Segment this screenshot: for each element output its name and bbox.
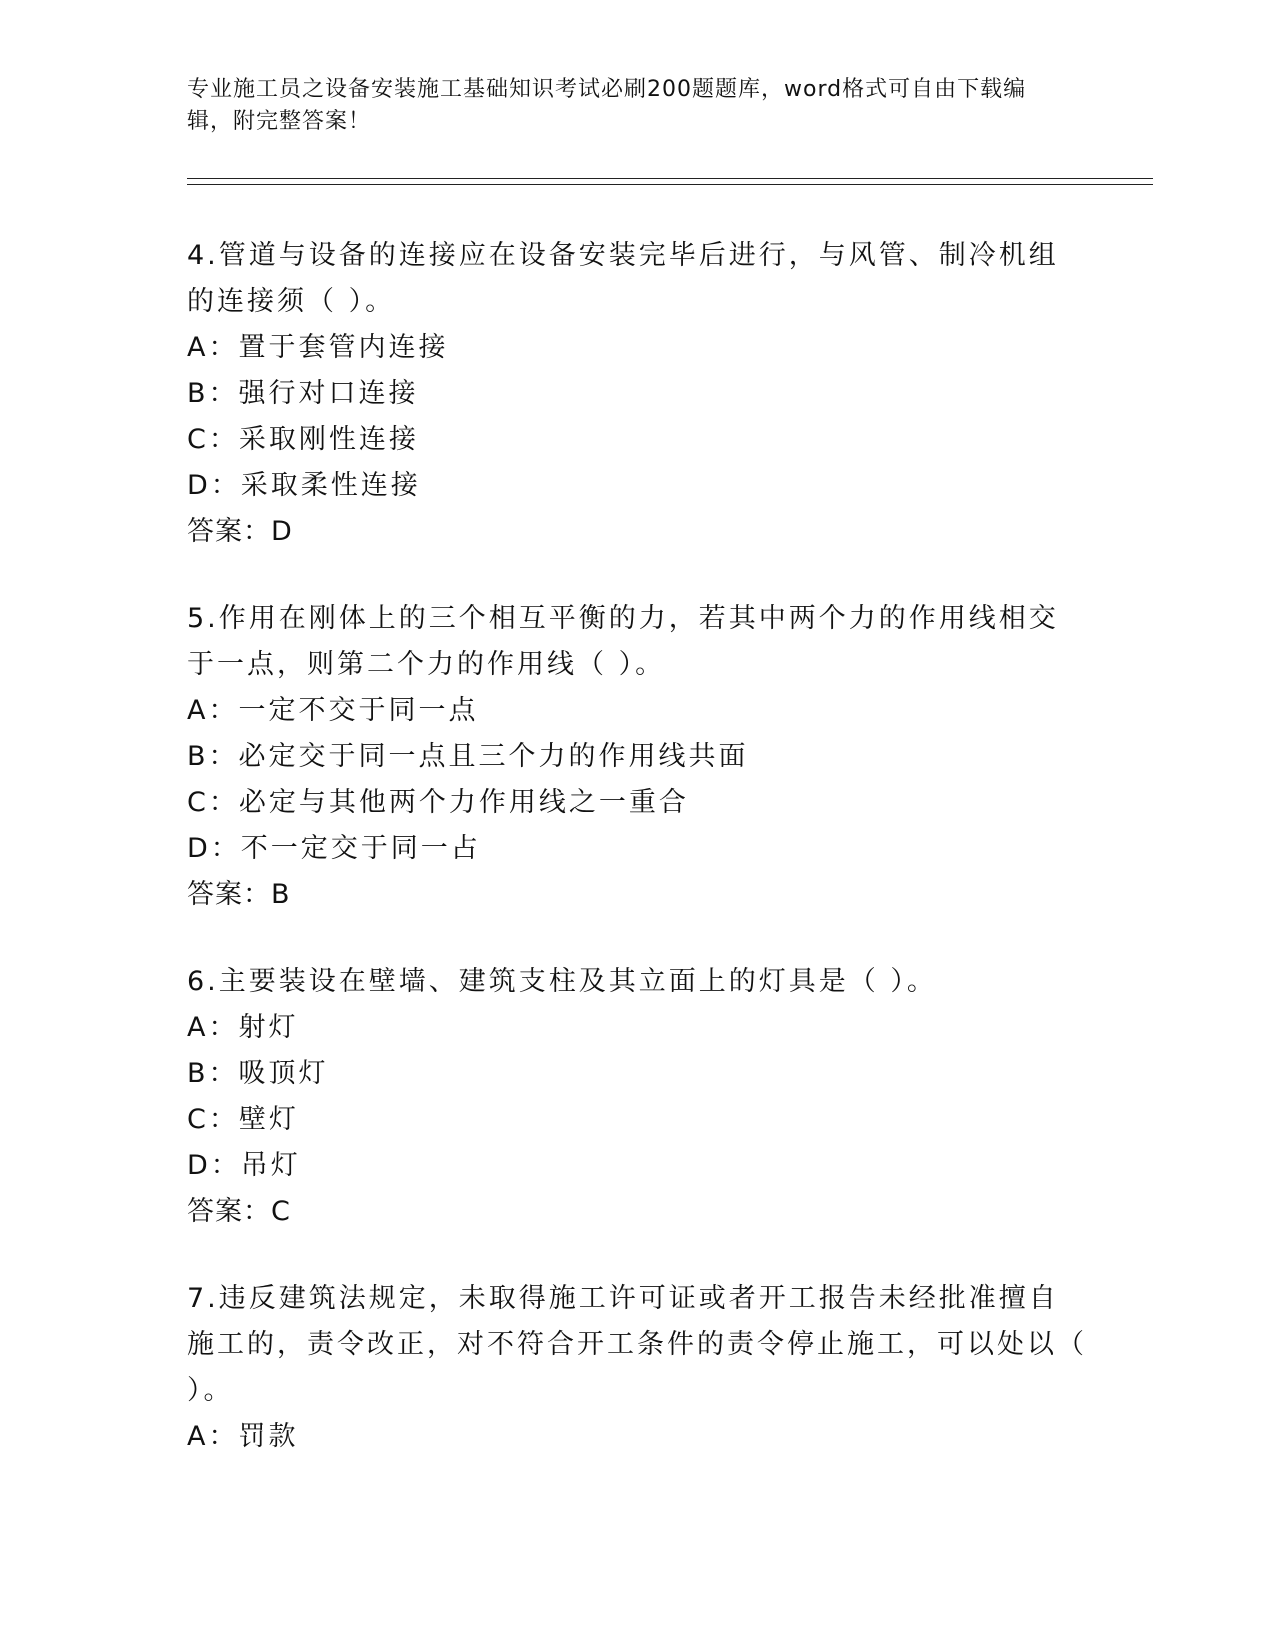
option-c: C：采取刚性连接 (187, 424, 419, 455)
question-4 (187, 233, 1087, 555)
option-b: B：强行对口连接 (187, 378, 419, 409)
question-stem: 5.作用在刚体上的三个相互平衡的力，若其中两个力的作用线相交于一点，则第二个力的作用线（ ）。 (187, 603, 1059, 680)
option-a: A：一定不交于同一点 (187, 695, 479, 726)
question-7 (187, 1276, 1087, 1460)
option-b: B：必定交于同一点且三个力的作用线共面 (187, 741, 749, 772)
option-c: C：必定与其他两个力作用线之一重合 (187, 787, 689, 818)
option-a: A：罚款 (187, 1421, 299, 1452)
option-a: A：置于套管内连接 (187, 332, 449, 363)
option-c: C：壁灯 (187, 1104, 299, 1135)
option-d: D：吊灯 (187, 1150, 301, 1181)
question-stem: 7.违反建筑法规定，未取得施工许可证或者开工报告未经批准擅自施工的，责令改正，对不符合开工条件的责令停止施工，可以处以（ ）。 (187, 1283, 1087, 1406)
header-divider (187, 178, 1153, 185)
option-d: D：采取柔性连接 (187, 470, 421, 501)
question-stem: 4.管道与设备的连接应在设备安装完毕后进行，与风管、制冷机组的连接须（ ）。 (187, 240, 1059, 317)
option-a: A：射灯 (187, 1012, 299, 1043)
answer-line: 答案：B (187, 879, 291, 910)
question-6 (187, 959, 1087, 1235)
answer-line: 答案：D (187, 516, 293, 547)
option-d: D：不一定交于同一占 (187, 833, 481, 864)
question-stem: 6.主要装设在壁墙、建筑支柱及其立面上的灯具是（ ）。 (187, 966, 937, 997)
option-b: B：吸顶灯 (187, 1058, 329, 1089)
question-5 (187, 596, 1087, 918)
document-header: 专业施工员之设备安装施工基础知识考试必刷200题题库，word格式可自由下载编辑，附完整答案！ (187, 77, 1027, 134)
answer-line: 答案：C (187, 1196, 291, 1227)
